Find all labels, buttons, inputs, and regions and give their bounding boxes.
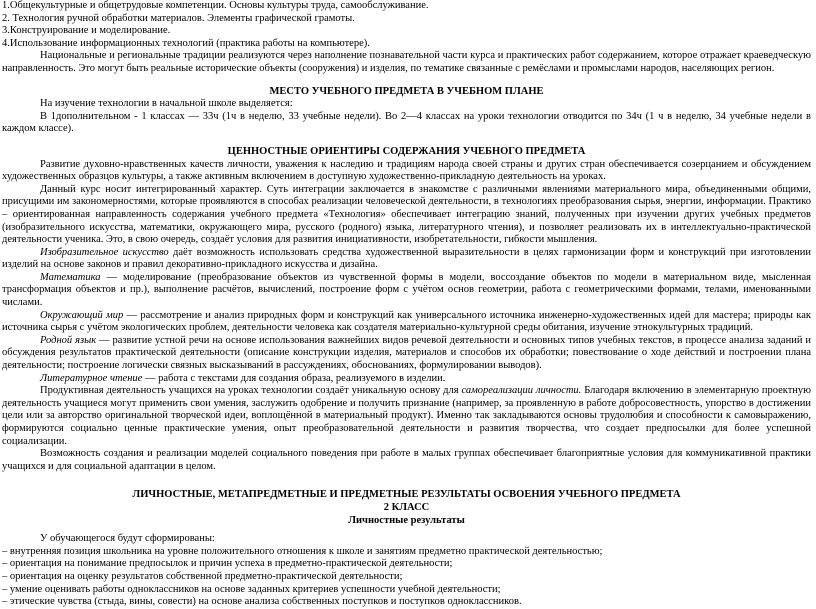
list-item: – умение оценивать работы одноклассников на основе заданных критериев успешности учебной деятельности; bbox=[2, 583, 501, 595]
heading-place-in-curriculum: МЕСТО УЧЕБНОГО ПРЕДМЕТА В УЧЕБНОМ ПЛАНЕ bbox=[269, 85, 544, 97]
list-item: 2. Технология ручной обработки материалов. Элементы графической грамоты. bbox=[2, 12, 355, 24]
list-item: – ориентация на оценку результатов собственной предметно-практической деятельности; bbox=[2, 570, 403, 582]
list-item: 4.Использование информационных технологий (практика работы на компьютере). bbox=[2, 37, 370, 49]
personal-results-heading: Личностные результаты bbox=[348, 514, 465, 526]
term-math: Математика bbox=[40, 271, 101, 283]
term-art: Изобразительное искусство bbox=[40, 246, 169, 258]
values-paragraph-math: Математика — моделирование (преобразование объектов из чувственной формы в модели, воссоздание объектов по модели в материальном виде, мысленная трансформация объектов и пр.), выполнение расчётов, вычислений, построение форм с учётом основ геометрии, работа с геометрическими формами, телами, именованными числами. bbox=[2, 271, 811, 309]
list-item: – этические чувства (стыда, вины, совести) на основе анализа собственных поступков и поступков одноклассников. bbox=[2, 596, 522, 608]
values-paragraph-reading: Литературное чтение — работа с текстами для создания образа, реализуемого в изделии. bbox=[40, 372, 446, 384]
list-item: – ориентация на понимание предпосылок и причин успеха в предметно-практической деятельности; bbox=[2, 558, 453, 570]
values-paragraph-2: Данный курс носит интегрированный характер. Суть интеграции заключается в знакомстве с различными явлениями материального мира, объединенными общими, присущими им закономерностями, которые проявляются в способах реализации человеческой деятельности, в технологиях преобразования сырья, энергии, информации. Практико – ориентированная направленность содержания учебного предмета «Технология» обеспечивает интеграцию знаний, полученных при изучении других учебных предметов (изобразительного искусства, математики, окружающего мира, русского (родного) языка, литературного чтения), и позволяет реализовать их в интеллектуально-практической деятельности ученика. Это, в свою очередь, создаёт условия для развития инициативности, изобретательности, гибкости мышления. bbox=[2, 183, 811, 246]
heading-value-orientations: ЦЕННОСТНЫЕ ОРИЕНТИРЫ СОДЕРЖАНИЯ УЧЕБНОГО ПРЕДМЕТА bbox=[227, 145, 586, 157]
hours-intro: На изучение технологии в начальной школе выделяется: bbox=[40, 98, 293, 110]
term-reading: Литературное чтение bbox=[40, 372, 143, 384]
term-world: Окружающий мир bbox=[40, 309, 124, 321]
values-paragraph-1: Развитие духовно-нравственных качеств личности, уважения к наследию и традициям народа своей страны и других стран обеспечивается созерцанием и обсуждением художественных образцов культуры, а также активным включением в доступную художественно-прикладную деятельность на уроках. bbox=[2, 158, 811, 183]
heading-results: ЛИЧНОСТНЫЕ, МЕТАПРЕДМЕТНЫЕ И ПРЕДМЕТНЫЕ РЕЗУЛЬТАТЫ ОСВОЕНИЯ УЧЕБНОГО ПРЕДМЕТА bbox=[132, 489, 681, 501]
grade-heading: 2 КЛАСС bbox=[383, 501, 430, 513]
values-paragraph-world: Окружающий мир — рассмотрение и анализ природных форм и конструкций как универсального источника инженерно-художественных идей для мастера; природы как источника сырья с учётом экологических проблем, деятельности человека как создателя материально-культурной среды обитания, изучение этнокультурных традиций. bbox=[2, 309, 811, 334]
list-item: 1.Общекультурные и общетрудовые компетенции. Основы культуры труда, самообслуживание. bbox=[2, 0, 429, 11]
values-paragraph-art: Изобразительное искусство даёт возможность использовать средства художественной выразительности в целях гармонизации форм и конструкций при изготовлении изделий на основе законов и правил декоративно-прикладного искусства и дизайна. bbox=[2, 246, 811, 271]
term-self-realization: самореализации личности. bbox=[461, 385, 582, 397]
results-intro: У обучающегося будут сформированы: bbox=[40, 533, 215, 545]
list-item: – внутренняя позиция школьника на уровне положительного отношения к школе и занятиям предметно практической деятельностью; bbox=[2, 545, 603, 557]
hours-detail: В 1дополнительном - 1 классах — 33ч (1ч в неделю, 33 учебные недели). Во 2—4 классах на уроки технологии отводится по 34ч (1 ч в неделю, 34 учебные недели в каждом классе). bbox=[2, 110, 811, 135]
list-item: 3.Конструирование и моделирование. bbox=[2, 25, 171, 37]
traditions-paragraph: Национальные и региональные традиции реализуются через наполнение познавательной части курса и практических работ содержанием, которое отражает краеведческую направленность. Это могут быть реальные исторические объекты (сооружения) и изделия, по тематике связанные с ремёслами и промыслами народов, населяющих регион. bbox=[2, 50, 811, 74]
topic-list bbox=[2, 0, 811, 50]
term-language: Родной язык bbox=[40, 334, 97, 346]
values-paragraph-language: Родной язык — развитие устной речи на основе использования важнейших видов речевой деятельности и основных типов учебных текстов, в процессе анализа заданий и обсуждения результатов практической деятельности (описание конструкции изделия, материалов и способов их обработки; повествование о ходе действий и построении плана деятельности; построение логически связных высказываний в рассуждениях, обоснованиях, формулировании выводов). bbox=[2, 334, 811, 372]
values-paragraph-social: Возможность создания и реализации моделей социального поведения при работе в малых группах обеспечивает благоприятные условия для коммуникативной практики учащихся и для социальной адаптации в целом. bbox=[2, 448, 811, 472]
values-paragraph-self-realization: Продуктивная деятельность учащихся на уроках технологии создаёт уникальную основу для самореализации личности. Благодаря включению в элементарную проектную деятельность учащиеся могут применить свои умения, заслужить одобрение и получить признание (например, за проявленную в работе добросовестность, упорство в достижении цели или за авторство оригинальной творческой идеи, воплощённой в материальный продукт). Именно так закладываются основы трудолюбия и способности к самовыражению, формируются социально ценные практические умения, опыт преобразовательной деятельности и развития творчества, что создает предпосылки для более успешной социализации. bbox=[2, 385, 812, 447]
results-list bbox=[2, 546, 811, 609]
